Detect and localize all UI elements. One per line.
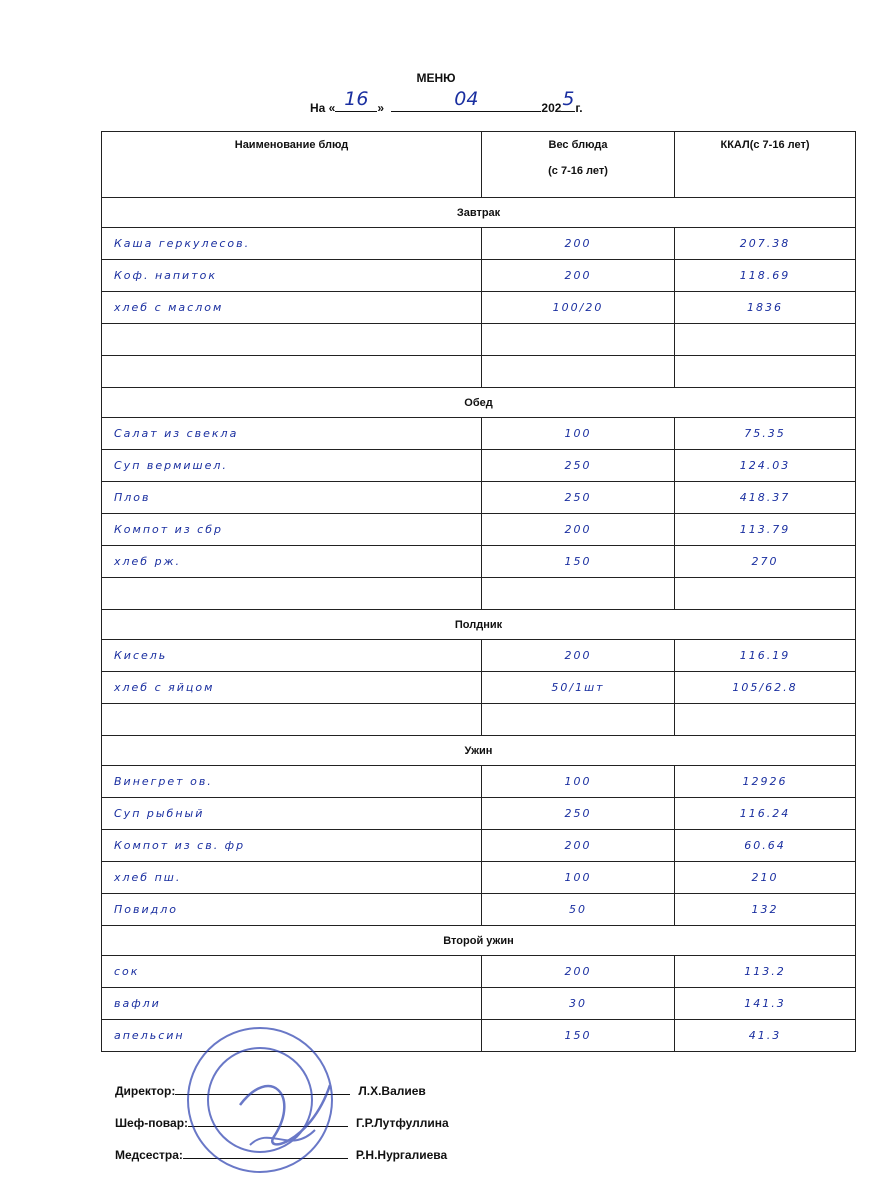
dish-weight: 250: [482, 450, 675, 482]
section-header-row: [102, 198, 856, 228]
table-row: [102, 260, 856, 292]
dish-name: хлеб рж.: [102, 546, 482, 578]
dish-name: хлеб с маслом: [102, 292, 482, 324]
dish-name: Коф. напиток: [102, 260, 482, 292]
dish-kcal: 75.35: [675, 418, 856, 450]
official-stamp-icon: [180, 1025, 360, 1175]
dish-weight: 250: [482, 798, 675, 830]
table-row: [102, 292, 856, 324]
table-row: [102, 830, 856, 862]
dish-weight: [482, 578, 675, 610]
col-header-name: Наименование блюд: [102, 132, 482, 198]
table-row: [102, 798, 856, 830]
dish-kcal: 1836: [675, 292, 856, 324]
menu-title: МЕНЮ: [416, 71, 456, 85]
dish-kcal: [675, 704, 856, 736]
dish-kcal: 116.19: [675, 640, 856, 672]
dish-name: Салат из свекла: [102, 418, 482, 450]
section-header-row: [102, 926, 856, 956]
date-prefix: На «: [310, 101, 336, 115]
col-header-weight-sub: (с 7-16 лет): [548, 165, 608, 177]
table-row: [102, 578, 856, 610]
table-row: [102, 450, 856, 482]
dish-name: [102, 324, 482, 356]
dish-weight: [482, 704, 675, 736]
year-prefix: 202: [541, 101, 562, 115]
signature-role: Шеф-повар:: [115, 1116, 189, 1130]
dish-weight: 50/1шт: [482, 672, 675, 704]
section-title: Ужин: [102, 736, 856, 766]
dish-weight: 200: [482, 228, 675, 260]
dish-weight: 200: [482, 514, 675, 546]
menu-table-body: [102, 132, 856, 1052]
section-title: Второй ужин: [102, 926, 856, 956]
table-row: [102, 356, 856, 388]
dish-kcal: 270: [675, 546, 856, 578]
table-row: [102, 988, 856, 1020]
signature-name: Г.Р.Лутфуллина: [356, 1116, 449, 1130]
dish-kcal: [675, 324, 856, 356]
menu-table: [101, 131, 856, 1052]
table-row: [102, 672, 856, 704]
signature-name: Л.Х.Валиев: [358, 1084, 426, 1098]
table-row: [102, 546, 856, 578]
dish-weight: [482, 324, 675, 356]
dish-kcal: 207.38: [675, 228, 856, 260]
dish-weight: 100: [482, 862, 675, 894]
section-title: Обед: [102, 388, 856, 418]
year-suffix: г.: [575, 101, 583, 115]
table-row: [102, 704, 856, 736]
dish-name: Суп вермишел.: [102, 450, 482, 482]
signature-role: Медсестра:: [115, 1148, 183, 1162]
dish-weight: 150: [482, 546, 675, 578]
dish-weight: 100: [482, 766, 675, 798]
dish-kcal: 124.03: [675, 450, 856, 482]
dish-name: вафли: [102, 988, 482, 1020]
section-header-row: [102, 388, 856, 418]
dish-kcal: [675, 356, 856, 388]
table-row: [102, 894, 856, 926]
month-value: 04: [454, 88, 479, 110]
table-row: [102, 766, 856, 798]
dish-kcal: 141.3: [675, 988, 856, 1020]
dish-weight: 100/20: [482, 292, 675, 324]
dish-name: хлеб пш.: [102, 862, 482, 894]
dish-kcal: 210: [675, 862, 856, 894]
dish-kcal: 113.79: [675, 514, 856, 546]
dish-weight: [482, 356, 675, 388]
month-blank: [391, 88, 541, 112]
signature-name: Р.Н.Нургалиева: [355, 1148, 448, 1162]
section-header-row: [102, 610, 856, 640]
dish-kcal: [675, 578, 856, 610]
dish-name: хлеб с яйцом: [102, 672, 482, 704]
dish-kcal: 12926: [675, 766, 856, 798]
year-blank: [561, 88, 575, 112]
date-mid: »: [377, 101, 385, 115]
table-row: [102, 862, 856, 894]
day-blank: [335, 88, 377, 112]
dish-weight: 250: [482, 482, 675, 514]
table-row: [102, 482, 856, 514]
table-row: [102, 640, 856, 672]
dish-name: [102, 356, 482, 388]
dish-name: Кисель: [102, 640, 482, 672]
dish-kcal: 116.24: [675, 798, 856, 830]
dish-weight: 200: [482, 260, 675, 292]
dish-weight: 200: [482, 830, 675, 862]
column-header-row: [102, 132, 856, 198]
table-row: [102, 324, 856, 356]
table-row: [102, 418, 856, 450]
signature-role: Директор:: [115, 1084, 176, 1098]
section-title: Полдник: [102, 610, 856, 640]
menu-date-line: [310, 88, 583, 115]
dish-kcal: 41.3: [675, 1020, 856, 1052]
dish-weight: 30: [482, 988, 675, 1020]
table-row: [102, 956, 856, 988]
col-header-kcal: ККАЛ(с 7-16 лет): [675, 132, 856, 198]
dish-weight: 50: [482, 894, 675, 926]
dish-kcal: 60.64: [675, 830, 856, 862]
dish-name: Повидло: [102, 894, 482, 926]
dish-name: Суп рыбный: [102, 798, 482, 830]
col-header-weight: [482, 132, 675, 198]
dish-name: [102, 704, 482, 736]
dish-name: Плов: [102, 482, 482, 514]
dish-name: [102, 578, 482, 610]
dish-name: Винегрет ов.: [102, 766, 482, 798]
dish-weight: 100: [482, 418, 675, 450]
dish-name: апельсин: [102, 1020, 482, 1052]
dish-weight: 200: [482, 640, 675, 672]
section-header-row: [102, 736, 856, 766]
table-row: [102, 514, 856, 546]
day-value: 16: [344, 88, 369, 110]
dish-name: Компот из сбр: [102, 514, 482, 546]
dish-kcal: 118.69: [675, 260, 856, 292]
dish-kcal: 132: [675, 894, 856, 926]
dish-name: Компот из св. фр: [102, 830, 482, 862]
dish-name: Каша геркулесов.: [102, 228, 482, 260]
year-digit: 5: [562, 88, 575, 110]
col-header-weight-label: Вес блюда: [548, 139, 608, 151]
dish-weight: 200: [482, 956, 675, 988]
section-title: Завтрак: [102, 198, 856, 228]
dish-kcal: 418.37: [675, 482, 856, 514]
dish-name: сок: [102, 956, 482, 988]
dish-kcal: 105/62.8: [675, 672, 856, 704]
dish-weight: 150: [482, 1020, 675, 1052]
table-row: [102, 228, 856, 260]
dish-kcal: 113.2: [675, 956, 856, 988]
